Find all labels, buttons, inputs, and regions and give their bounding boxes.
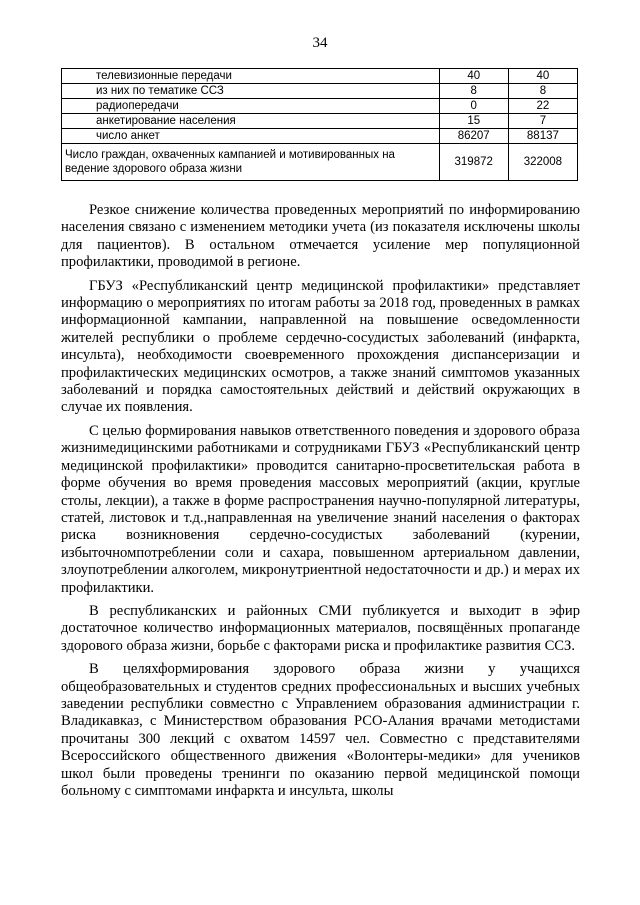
body-text [61,202,580,806]
table-row [62,69,578,84]
row-value-2018: 22 [508,99,577,114]
row-value-2017: 40 [439,69,508,84]
row-value-2017: 319872 [439,144,508,181]
row-value-2017: 8 [439,84,508,99]
row-label: число анкет [62,129,440,144]
row-label: Число граждан, охваченных кампанией и мотивированных на ведение здорового образа жизни [62,144,440,181]
paragraph: ГБУЗ «Республиканский центр медицинской профилактики» представляет информацию о мероприятиях по итогам работы за 2018 год, проведенных в рамках информационной кампании, направленной на повышение осведомленности жителей республики о проблеме сердечно-сосудистых заболеваний (инфаркта, инсульта), необходимости своевременного прохождения диспансеризации и профилактических медицинских осмотров, а также знаний симптомов указанных заболеваний и порядка самостоятельных действий и действий окружающих в случае их появления. [61,277,580,416]
row-value-2018: 40 [508,69,577,84]
table-row [62,99,578,114]
table-row [62,144,578,181]
row-value-2017: 86207 [439,129,508,144]
page-number: 34 [312,35,328,51]
statistics-table [61,68,578,181]
row-value-2017: 0 [439,99,508,114]
paragraph: С целью формирования навыков ответственного поведения и здорового образа жизнимедицинскими работниками и сотрудниками ГБУЗ «Республиканский центр медицинской профилактики» проводится санитарно-просветительская работа в форме обучения во время проведения массовых мероприятий (акции, круглые столы, лекции), а также в форме распространения научно-популярной литературы, статей, листовок и т.д.,направленная на увеличение знаний населения о факторах риска возникновения сердечно-сосудистых заболеваний (курении, избыточномпотреблении соли и сахара, повышенном артериальном давлении, злоупотреблении алкоголем, микронутриентной недостаточности и др.) и мерах их профилактики. [61,422,580,596]
row-value-2018: 7 [508,114,577,129]
row-label: анкетирование населения [62,114,440,129]
paragraph: В целяхформирования здорового образа жизни у учащихся общеобразовательных и студентов средних профессиональных и высших учебных заведении республики совместно с Управлением образования администрации г. Владикавказ, с Министерством образования РСО-Алания врачами методистами прочитаны 300 лекций с охватом 14597 чел. Совместно с представителями Всероссийского общественного движения «Волонтеры-медики» для учеников школ были проведены тренинги по оказанию первой медицинской помощи больному с симптомами инфаркта и инсульта, школы [61,661,580,799]
row-value-2018: 8 [508,84,577,99]
table-row [62,84,578,99]
row-label: радиопередачи [62,99,440,114]
row-value-2018: 88137 [508,129,577,144]
row-label: из них по тематике ССЗ [62,84,440,99]
row-label: телевизионные передачи [62,69,440,84]
table-row [62,114,578,129]
paragraph: В республиканских и районных СМИ публикуется и выходит в эфир достаточное количество информационных материалов, посвящённых пропаганде здорового образа жизни, борьбе с факторами риска и профилактике развития ССЗ. [61,602,580,654]
row-value-2018: 322008 [508,144,577,181]
row-value-2017: 15 [439,114,508,129]
paragraph: Резкое снижение количества проведенных мероприятий по информированию населения связано с изменением методики учета (из показателя исключены школы для пациентов). В остальном отмечается усиление мер популяционной профилактики, проводимой в регионе. [61,202,580,271]
table-row [62,129,578,144]
